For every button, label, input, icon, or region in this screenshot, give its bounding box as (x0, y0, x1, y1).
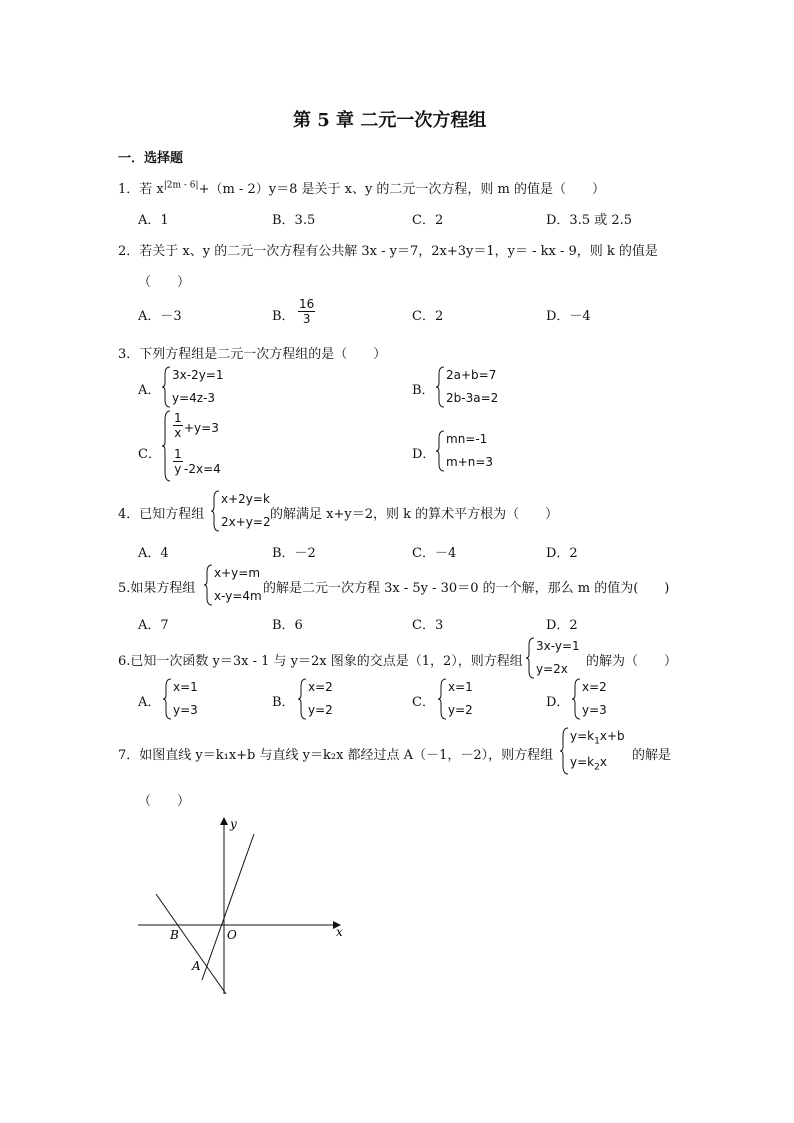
q4-option-c[interactable]: C．－4 (412, 546, 457, 561)
q4-option-a[interactable]: A．4 (138, 546, 169, 561)
equation-line: 2x+y=2 (221, 515, 271, 529)
q1-option-b[interactable]: B．3.5 (272, 213, 316, 228)
equation-line: m+n=3 (446, 455, 494, 469)
q3-system-b (436, 366, 526, 408)
equation-line: x=1 (448, 680, 473, 694)
q6-system-d (572, 678, 622, 720)
q3-label-c[interactable]: C． (138, 447, 161, 462)
brace-icon (211, 490, 221, 532)
brace-icon (204, 564, 214, 606)
question-1 (118, 178, 605, 197)
q1-exponent: |2m - 6| (163, 180, 199, 191)
q6-label-b[interactable]: B． (272, 695, 295, 710)
brace-icon (436, 366, 446, 408)
equation-line: y=2 (448, 703, 473, 717)
question-5-pre: 5.如果方程组 (118, 581, 196, 596)
q2-option-b[interactable]: B． (272, 309, 295, 324)
line-k2 (202, 834, 254, 980)
q3-c-fraction-1 (173, 411, 183, 440)
section-heading: 一．选择题 (118, 151, 184, 166)
q5-option-c[interactable]: C．3 (412, 618, 444, 633)
q6-system-c (438, 678, 488, 720)
q3-label-d[interactable]: D． (412, 447, 436, 462)
question-4-post: 的解满足 x+y＝2，则 k 的算术平方根为（ ） (270, 507, 559, 522)
question-4-pre: 4．已知方程组 (118, 507, 205, 522)
equation-line: +y=3 (184, 421, 219, 435)
equation-line: 2b-3a=2 (446, 391, 499, 405)
brace-icon (438, 678, 448, 720)
question-5-post: 的解是二元一次方程 3x - 5y - 30＝0 的一个解，那么 m 的值为( ) (263, 581, 670, 596)
brace-icon (163, 678, 173, 720)
q5-option-a[interactable]: A．7 (138, 618, 169, 633)
brace-icon (162, 410, 172, 482)
q2-option-d[interactable]: D．－4 (546, 309, 591, 324)
equation-line: x+2y=k (221, 492, 270, 506)
q7-system (560, 727, 640, 775)
q6-system-b (298, 678, 348, 720)
equation-line: 3x-2y=1 (172, 368, 224, 382)
q1-option-a[interactable]: A．1 (138, 213, 169, 228)
equation-line: $y=k_2x$ (570, 755, 607, 773)
q6-system-a (163, 678, 213, 720)
equation-line: x=2 (308, 680, 333, 694)
q6-label-c[interactable]: C． (412, 695, 435, 710)
q5-option-d[interactable]: D．2 (546, 618, 578, 633)
line-k1-b (156, 894, 226, 994)
page-title: 第 5 章 二元一次方程组 (293, 110, 487, 131)
q1-post: +（m - 2）y＝8 是关于 x、y 的二元一次方程，则 m 的值是（ ） (198, 182, 606, 197)
y-axis-label: y (230, 817, 237, 831)
q4-option-b[interactable]: B．－2 (272, 546, 316, 561)
equation-line: y=4z-3 (172, 391, 216, 405)
q6-system (526, 637, 586, 679)
q3-c-fraction-2 (173, 447, 183, 476)
question-7-pre: 7．如图直线 y＝k₁x+b 与直线 y＝k₂x 都经过点 A（－1，－2），则方程组 (118, 748, 554, 763)
brace-icon (560, 727, 570, 775)
q2-option-b-fraction (298, 297, 315, 326)
q5-option-b[interactable]: B．6 (272, 618, 303, 633)
question-2-line1: 2．若关于 x、y 的二元一次方程有公共解 3x - y＝7，2x+3y＝1，y＝ - kx - 9，则 k 的值是 (118, 244, 658, 259)
q3-system-c (162, 410, 262, 482)
origin-label: O (227, 928, 237, 942)
q3-system-d (436, 430, 526, 472)
brace-icon (298, 678, 308, 720)
equation-line: x-y=4m (214, 589, 262, 603)
fraction-numerator: 16 (299, 297, 315, 311)
equation-line: x=2 (582, 680, 607, 694)
equation-line: y=3 (173, 703, 198, 717)
equation-line: x+y=m (214, 566, 261, 580)
equation-line: y=3 (582, 703, 607, 717)
equation-line: $y=k_1x+b$ (570, 729, 625, 747)
point-b-label: B (170, 928, 179, 942)
q3-label-a[interactable]: A． (138, 383, 161, 398)
q6-label-a[interactable]: A． (138, 695, 161, 710)
question-6-post: 的解为（ ） (586, 654, 678, 669)
question-3: 3．下列方程组是二元一次方程组的是（ ） (118, 347, 387, 362)
q1-option-c[interactable]: C．2 (412, 213, 444, 228)
equation-line: -2x=4 (184, 462, 221, 476)
question-7-paren: （ ） (138, 794, 191, 809)
q4-option-d[interactable]: D．2 (546, 546, 578, 561)
q2-option-a[interactable]: A．－3 (138, 309, 182, 324)
equation-line: 3x-y=1 (536, 639, 580, 653)
equation-line: y=2 (308, 703, 333, 717)
point-a-label: A (192, 959, 201, 973)
q2-option-c[interactable]: C．2 (412, 309, 444, 324)
fraction-numerator: 1 (174, 411, 182, 425)
brace-icon (572, 678, 582, 720)
q1-option-d[interactable]: D．3.5 或 2.5 (546, 213, 633, 228)
fraction-denominator: y (174, 462, 182, 476)
equation-line: mn=-1 (446, 432, 488, 446)
equation-line: x=1 (173, 680, 198, 694)
question-7-post: 的解是 (632, 748, 672, 763)
coordinate-figure (130, 812, 360, 1002)
q3-label-b[interactable]: B． (412, 383, 435, 398)
brace-icon (526, 637, 536, 679)
q6-label-d[interactable]: D． (546, 695, 570, 710)
q1-pre: 1．若 x (118, 182, 164, 197)
x-axis-label: x (336, 925, 343, 939)
fraction-numerator: 1 (174, 447, 182, 461)
fraction-denominator: 3 (302, 312, 311, 326)
equation-line: y=2x (536, 662, 568, 676)
question-6-pre: 6.已知一次函数 y＝3x - 1 与 y＝2x 图象的交点是（1，2），则方程组 (118, 654, 523, 669)
brace-icon (436, 430, 446, 472)
fraction-denominator: x (174, 426, 182, 440)
equation-line: 2a+b=7 (446, 368, 497, 382)
brace-icon (162, 366, 172, 408)
q3-system-a (162, 366, 252, 408)
question-2-line2: （ ） (138, 275, 191, 290)
